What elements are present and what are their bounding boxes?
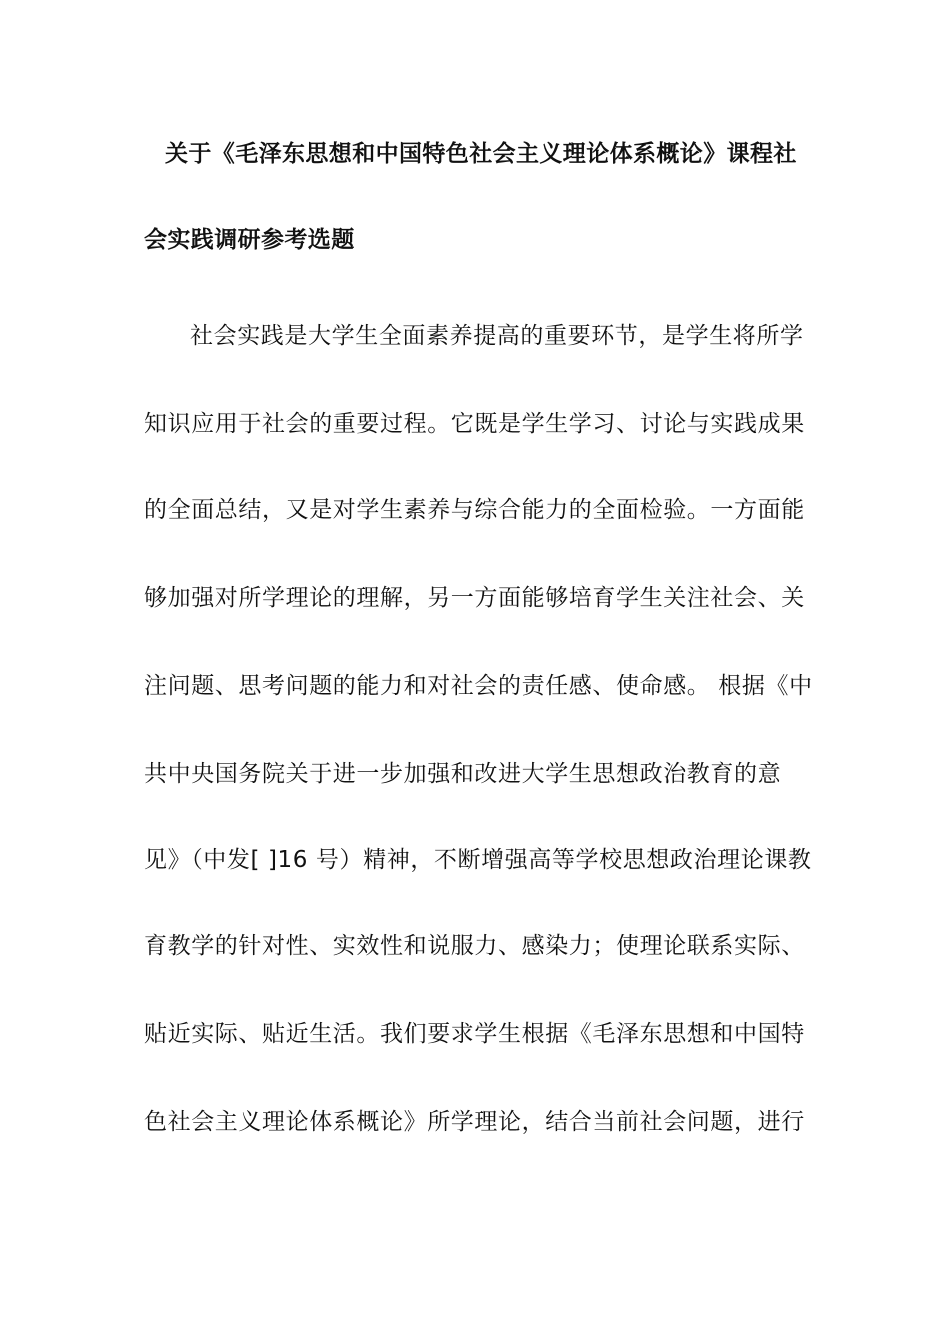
paragraph-line-7: 见》（中发[ ]16 号）精神，不断增强高等学校思想政治理论课教 xyxy=(144,847,812,873)
paragraph-line-9: 贴近实际、贴近生活。我们要求学生根据《毛泽东思想和中国特 xyxy=(144,1021,805,1047)
document-title-line-1: 关于《毛泽东思想和中国特色社会主义理论体系概论》课程社 xyxy=(165,141,797,167)
paragraph-line-6: 共中央国务院关于进一步加强和改进大学生思想政治教育的意 xyxy=(144,761,782,787)
paragraph-line-8: 育教学的针对性、实效性和说服力、感染力；使理论联系实际、 xyxy=(144,933,805,959)
paragraph-line-10: 色社会主义理论体系概论》所学理论，结合当前社会问题，进行 xyxy=(144,1109,805,1135)
document-title-line-2: 会实践调研参考选题 xyxy=(144,227,355,253)
paragraph-line-5: 注问题、思考问题的能力和对社会的责任感、使命感。 根据《中 xyxy=(144,673,813,699)
paragraph-line-1: 社会实践是大学生全面素养提高的重要环节，是学生将所学 xyxy=(190,323,804,349)
paragraph-line-2: 知识应用于社会的重要过程。它既是学生学习、讨论与实践成果 xyxy=(144,411,805,437)
paragraph-line-3: 的全面总结，又是对学生素养与综合能力的全面检验。一方面能 xyxy=(144,497,805,523)
paragraph-line-4: 够加强对所学理论的理解，另一方面能够培育学生关注社会、关 xyxy=(144,585,805,611)
